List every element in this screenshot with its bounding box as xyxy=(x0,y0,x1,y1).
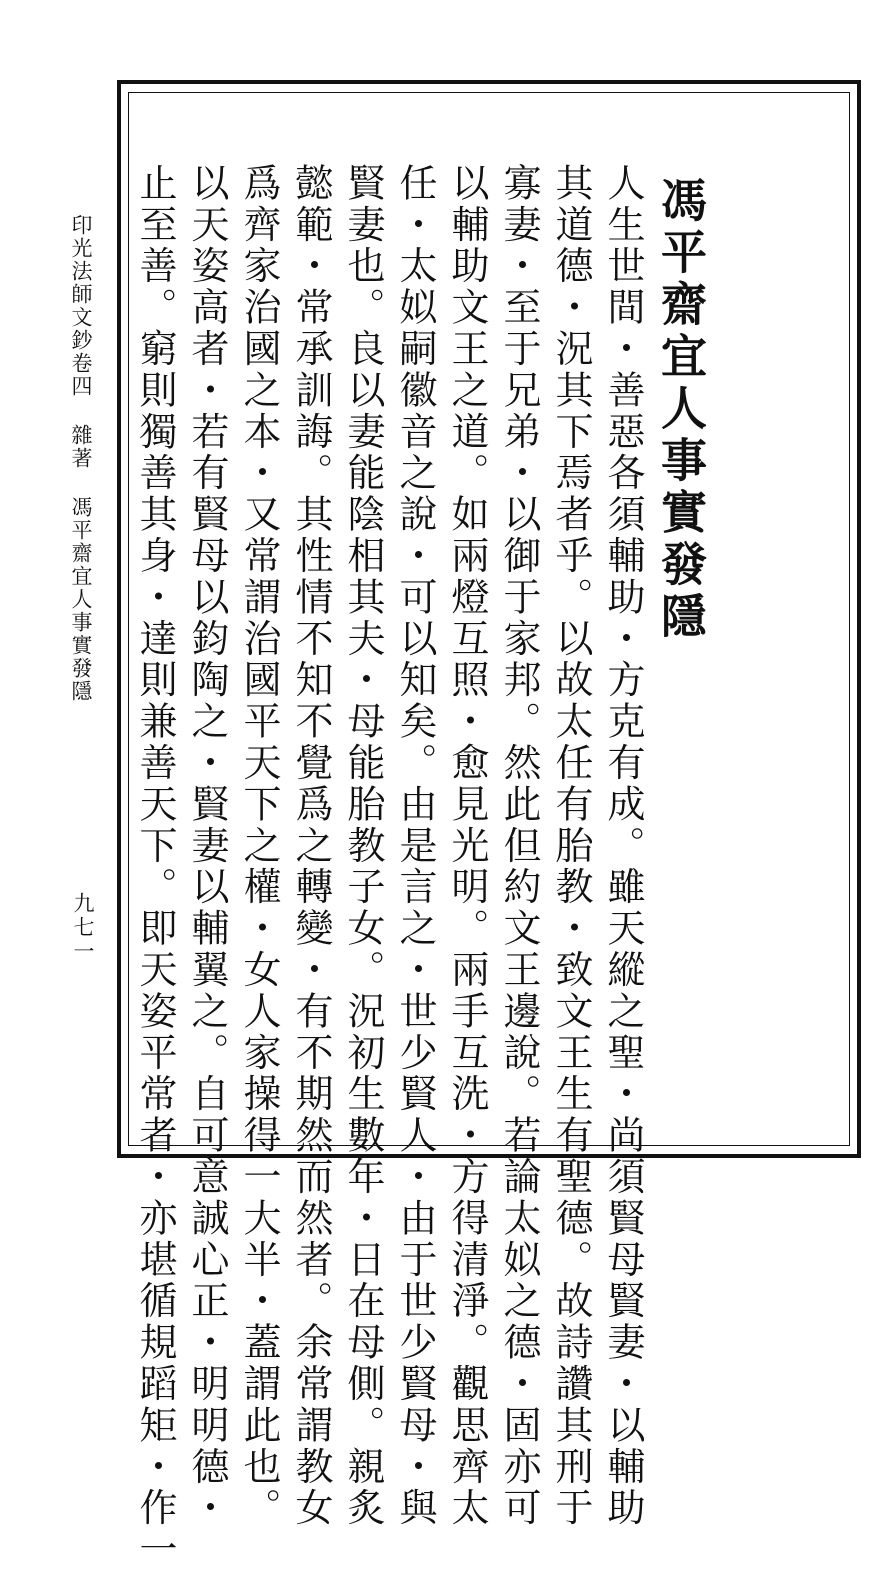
text-column-10: 止至善。窮則獨善其身・達則兼善天下。即天姿平常者・亦堪循規蹈矩・作一 xyxy=(133,163,177,1571)
text-column-6: 賢妻也。良以妻能陰相其夫・母能胎教子女。況初生數年・日在母側。親炙 xyxy=(341,163,385,1530)
text-column-9: 以天姿高者・若有賢母以鈞陶之・賢妻以輔翼之。自可意誠心正・明明德・ xyxy=(185,163,229,1530)
text-column-5: 任・太姒嗣徽音之說・可以知矣。由是言之・世少賢人・由于世少賢母・與 xyxy=(393,163,437,1530)
text-column-1: 人生世間・善惡各須輔助・方克有成。雖天縱之聖・尚須賢母賢妻・以輔助 xyxy=(601,163,645,1530)
text-column-4: 以輔助文王之道。如兩燈互照・愈見光明。兩手互洗・方得清淨。觀思齊太 xyxy=(445,163,489,1530)
text-column-7: 懿範・常承訓誨。其性情不知不覺爲之轉變・有不期然而然者。余常謂教女 xyxy=(289,163,333,1530)
page-number: 九七一 xyxy=(71,892,95,964)
running-head-book: 印光法師文鈔卷四 xyxy=(69,214,93,398)
text-column-3: 寡妻・至于兄弟・以御于家邦。然此但約文王邊說。若論太姒之德・固亦可 xyxy=(497,163,541,1530)
running-head-section: 雜著 xyxy=(69,424,93,470)
text-column-2: 其道德・況其下焉者乎。以故太任有胎教・致文王生有聖德。故詩讚其刑于 xyxy=(549,163,593,1530)
article-title: 馮平齋宜人事實發隱 xyxy=(654,176,708,644)
running-head-article: 馮平齋宜人事實發隱 xyxy=(69,496,93,703)
text-column-8: 爲齊家治國之本・又常謂治國平天下之權・女人家操得一大半・蓋謂此也。 xyxy=(237,163,281,1530)
running-head xyxy=(70,214,91,703)
